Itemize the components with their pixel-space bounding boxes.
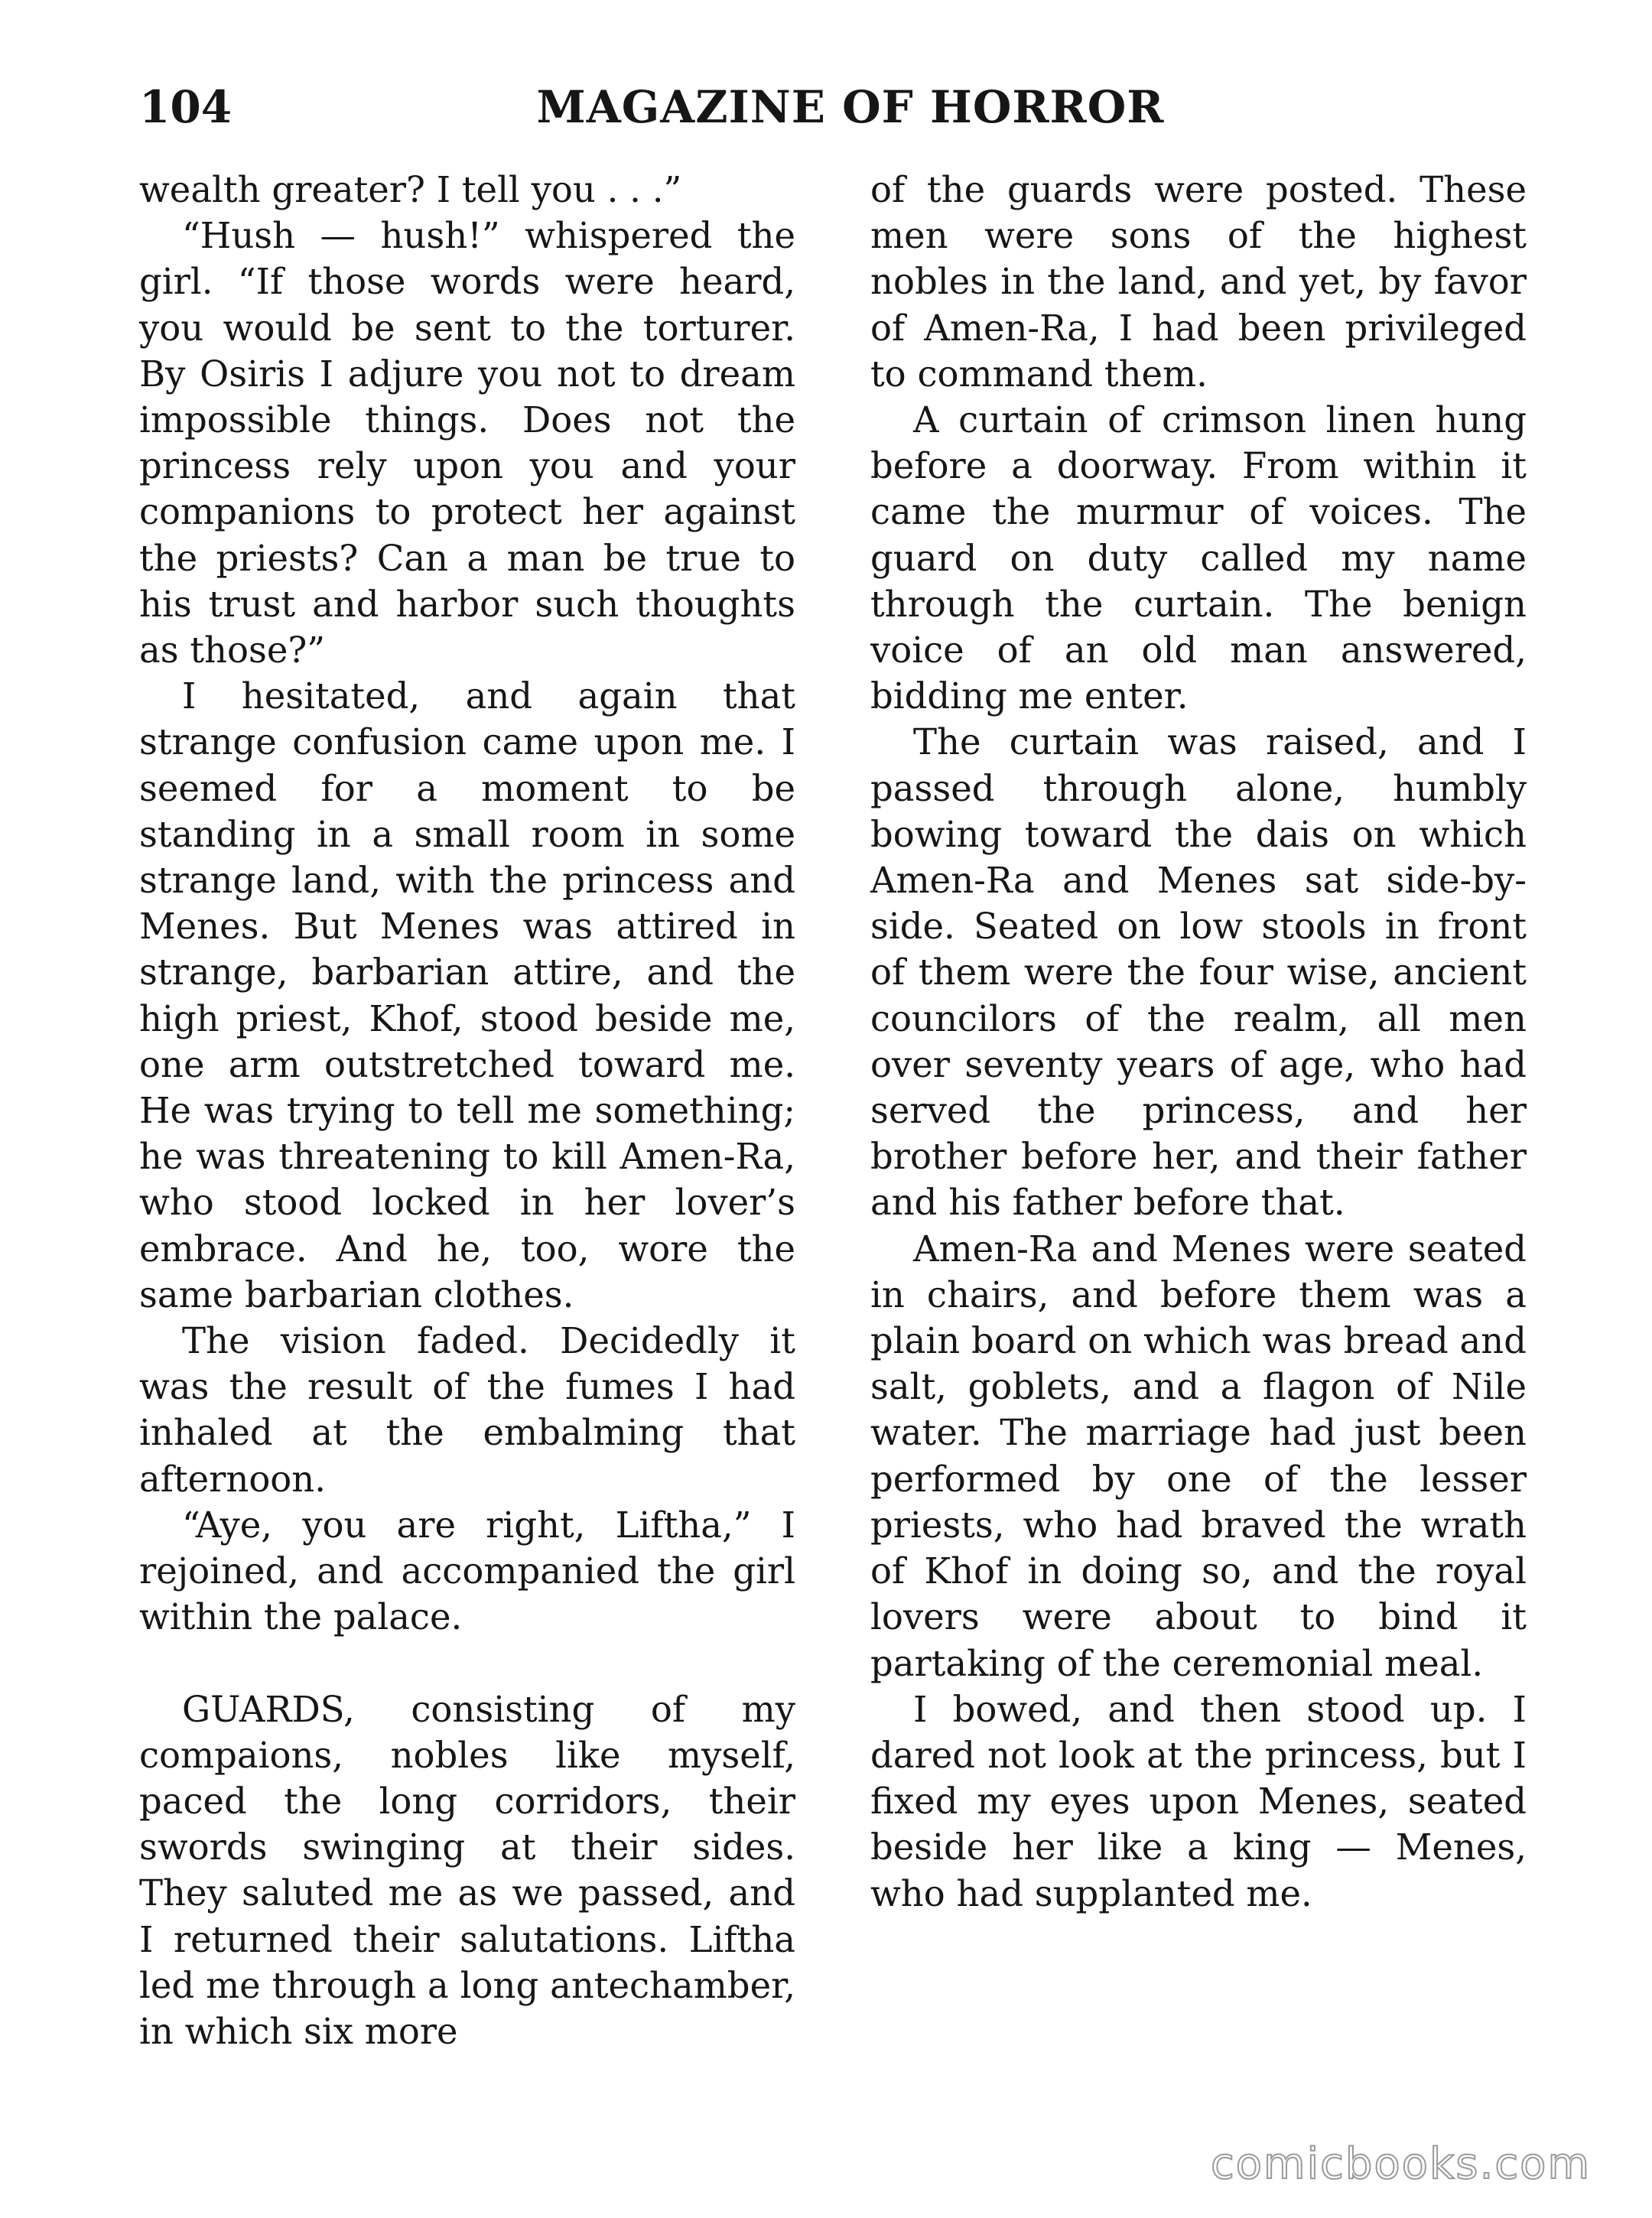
- paragraph: I hesitated, and again that strange confusion came upon me. I seemed for a moment to be standing in a small room in some strange land, with the princess and Menes. But Menes was attired in strange, barbarian attire, and the high priest, Khof, stood beside me, one arm outstretched toward me. He was trying to tell me something; he was threatening to kill Amen-Ra, who stood locked in her lover’s embrace. And he, too, wore the same barbarian clothes.: [139, 675, 795, 1316]
- page-number: 104: [139, 81, 233, 133]
- right-text-column: [870, 167, 1527, 1917]
- paragraph: Amen-Ra and Menes were seated in chairs, and before them was a plain board on which was bread and salt, goblets, and a flagon of Nile water. The marriage had just been performed by one of the lesser priests, who had braved the wrath of Khof in doing so, and the royal lovers were about to bind it partaking of the ceremonial meal.: [870, 1228, 1527, 1684]
- paragraph: wealth greater? I tell you . . .”: [139, 169, 682, 210]
- section-start-paragraph: GUARDS, consisting of my compaions, nobles like myself, paced the long corridors, their swords swinging at their sides. They saluted me as we passed, and I returned their salutations. Liftha led me through a long antechamber, in which six more: [139, 1688, 795, 2052]
- page-header: [139, 73, 1562, 141]
- paragraph: The vision faded. Decidedly it was the result of the fumes I had inhaled at the embalming that afternoon.: [139, 1320, 795, 1500]
- left-text-column: [139, 167, 795, 2054]
- paragraph: of the guards were posted. These men were sons of the highest nobles in the land, and yet, by favor of Amen-Ra, I had been privileged to command them.: [870, 169, 1527, 395]
- magazine-title: MAGAZINE OF HORROR: [536, 81, 1165, 133]
- paragraph: I bowed, and then stood up. I dared not look at the princess, but I fixed my eyes upon Menes, seated beside her like a king — Menes, who had supplanted me.: [870, 1688, 1527, 1914]
- paragraph: “Hush — hush!” whispered the girl. “If those words were heard, you would be sent to the torturer. By Osiris I adjure you not to dream impossible things. Does not the princess rely upon you and your companions to protect her against the priests? Can a man be true to his trust and harbor such thoughts as those?”: [139, 215, 795, 672]
- paragraph: “Aye, you are right, Liftha,” I rejoined, and accompanied the girl within the palace.: [139, 1504, 795, 1638]
- site-watermark: comicbooks.com: [1210, 2139, 1591, 2189]
- paragraph: A curtain of crimson linen hung before a doorway. From within it came the murmur of voices. The guard on duty called my name through the curtain. The benign voice of an old man answered, bidding me enter.: [870, 399, 1527, 717]
- paragraph: The curtain was raised, and I passed through alone, humbly bowing toward the dais on which Amen-Ra and Menes sat side-by-side. Seated on low stools in front of them were the four wise, ancient councilors of the realm, all men over seventy years of age, who had served the princess, and her brother before her, and their father and his father before that.: [870, 721, 1527, 1224]
